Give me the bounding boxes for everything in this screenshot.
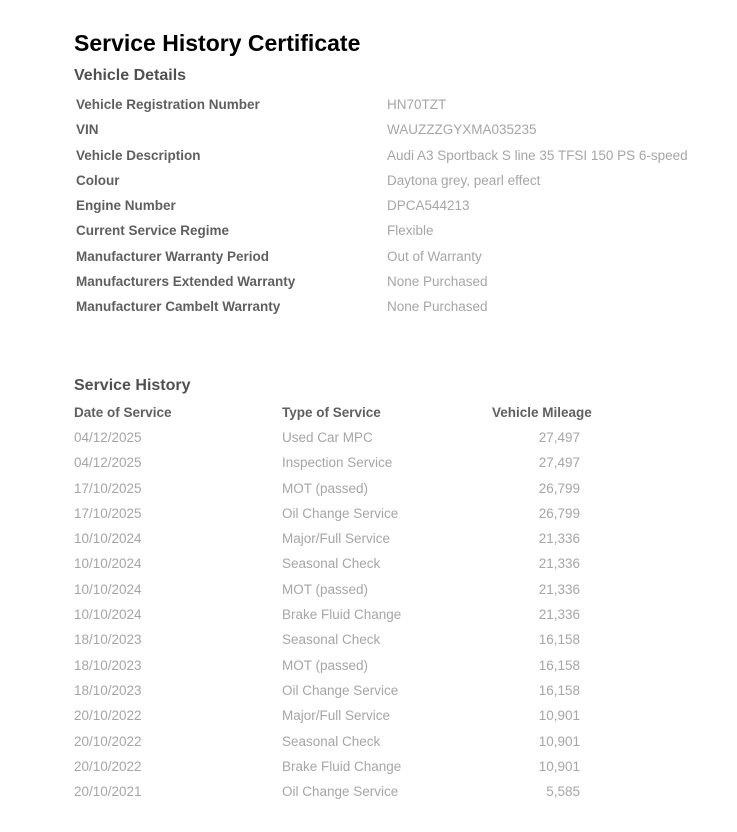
table-row xyxy=(74,556,674,581)
service-type: Seasonal Check xyxy=(282,632,381,648)
detail-label: Vehicle Description xyxy=(76,147,201,163)
detail-value: DPCA544213 xyxy=(387,198,470,214)
service-date: 20/10/2022 xyxy=(74,758,142,774)
detail-value: None Purchased xyxy=(387,274,488,290)
table-row xyxy=(74,430,674,455)
table-row xyxy=(74,708,674,733)
table-row xyxy=(74,607,674,632)
vehicle-mileage: 16,158 xyxy=(538,682,580,698)
service-type: Brake Fluid Change xyxy=(282,758,402,774)
vehicle-details-list xyxy=(76,97,716,325)
detail-label: Manufacturer Warranty Period xyxy=(76,248,270,264)
vehicle-details-heading: Vehicle Details xyxy=(74,67,187,84)
page-title: Service History Certificate xyxy=(74,30,361,56)
service-history-heading: Service History xyxy=(74,377,191,394)
service-type: Oil Change Service xyxy=(282,682,399,698)
detail-value: Audi A3 Sportback S line 35 TFSI 150 PS 6-speed xyxy=(387,147,688,163)
detail-label: Engine Number xyxy=(76,198,176,214)
service-type: Brake Fluid Change xyxy=(282,607,402,623)
vehicle-mileage: 27,497 xyxy=(538,455,580,471)
vehicle-mileage: 26,799 xyxy=(538,480,580,496)
detail-label: Manufacturer Cambelt Warranty xyxy=(76,299,281,315)
detail-value: None Purchased xyxy=(387,299,488,315)
vehicle-mileage: 16,158 xyxy=(538,657,580,673)
service-date: 10/10/2024 xyxy=(74,607,142,623)
vehicle-mileage: 26,799 xyxy=(538,505,580,521)
detail-value: HN70TZT xyxy=(387,97,447,112)
service-date: 04/12/2025 xyxy=(74,430,142,445)
column-header-date: Date of Service xyxy=(74,405,172,420)
table-row xyxy=(74,784,674,809)
detail-row-service-regime xyxy=(76,223,716,248)
service-type: Seasonal Check xyxy=(282,556,381,572)
service-date: 18/10/2023 xyxy=(74,632,142,648)
detail-row-warranty-period xyxy=(76,249,716,274)
vehicle-mileage: 10,901 xyxy=(538,733,580,749)
service-date: 17/10/2025 xyxy=(74,480,142,496)
table-row xyxy=(74,455,674,480)
service-type: Used Car MPC xyxy=(282,430,373,445)
table-row xyxy=(74,531,674,556)
service-type: MOT (passed) xyxy=(282,480,369,496)
service-date: 17/10/2025 xyxy=(74,505,142,521)
table-row xyxy=(74,683,674,708)
detail-row-colour xyxy=(76,173,716,198)
detail-label: Colour xyxy=(76,172,120,188)
service-date: 10/10/2024 xyxy=(74,581,142,597)
service-type: Inspection Service xyxy=(282,455,393,471)
service-date: 18/10/2023 xyxy=(74,657,142,673)
service-history-table xyxy=(74,430,674,809)
vehicle-mileage: 21,336 xyxy=(538,531,580,547)
detail-label: Manufacturers Extended Warranty xyxy=(76,274,296,290)
service-type: Oil Change Service xyxy=(282,784,399,800)
detail-row-engine-number xyxy=(76,198,716,223)
vehicle-mileage: 27,497 xyxy=(538,430,580,445)
table-row xyxy=(74,759,674,784)
vehicle-mileage: 21,336 xyxy=(538,607,580,623)
service-date: 04/12/2025 xyxy=(74,455,142,471)
detail-label: Current Service Regime xyxy=(76,223,230,239)
detail-row-extended-warranty xyxy=(76,274,716,299)
table-row xyxy=(74,658,674,683)
service-type: Seasonal Check xyxy=(282,733,381,749)
detail-value: WAUZZZGYXMA035235 xyxy=(387,122,537,138)
service-history-header-row xyxy=(74,405,674,425)
column-header-mileage: Vehicle Mileage xyxy=(492,405,592,420)
detail-value: Daytona grey, pearl effect xyxy=(387,172,541,188)
vehicle-mileage: 10,901 xyxy=(538,708,580,724)
detail-label: Vehicle Registration Number xyxy=(76,97,260,112)
table-row xyxy=(74,481,674,506)
service-date: 20/10/2021 xyxy=(74,784,142,800)
service-type: MOT (passed) xyxy=(282,657,369,673)
service-date: 10/10/2024 xyxy=(74,531,142,547)
vehicle-mileage: 21,336 xyxy=(538,581,580,597)
table-row xyxy=(74,632,674,657)
table-row xyxy=(74,734,674,759)
service-type: Major/Full Service xyxy=(282,531,391,547)
table-row xyxy=(74,582,674,607)
vehicle-mileage: 5,585 xyxy=(546,784,580,800)
detail-row-registration xyxy=(76,97,716,122)
detail-row-cambelt-warranty xyxy=(76,299,716,324)
table-row xyxy=(74,506,674,531)
detail-value: Out of Warranty xyxy=(387,248,482,264)
service-date: 18/10/2023 xyxy=(74,682,142,698)
service-type: Major/Full Service xyxy=(282,708,391,724)
detail-value: Flexible xyxy=(387,223,434,239)
service-date: 20/10/2022 xyxy=(74,708,142,724)
column-header-type: Type of Service xyxy=(282,405,381,420)
service-date: 10/10/2024 xyxy=(74,556,142,572)
detail-row-description xyxy=(76,148,716,173)
vehicle-mileage: 16,158 xyxy=(538,632,580,648)
vehicle-mileage: 10,901 xyxy=(538,758,580,774)
detail-label: VIN xyxy=(76,122,99,138)
service-date: 20/10/2022 xyxy=(74,733,142,749)
vehicle-mileage: 21,336 xyxy=(538,556,580,572)
detail-row-vin xyxy=(76,122,716,147)
service-type: MOT (passed) xyxy=(282,581,369,597)
service-type: Oil Change Service xyxy=(282,505,399,521)
